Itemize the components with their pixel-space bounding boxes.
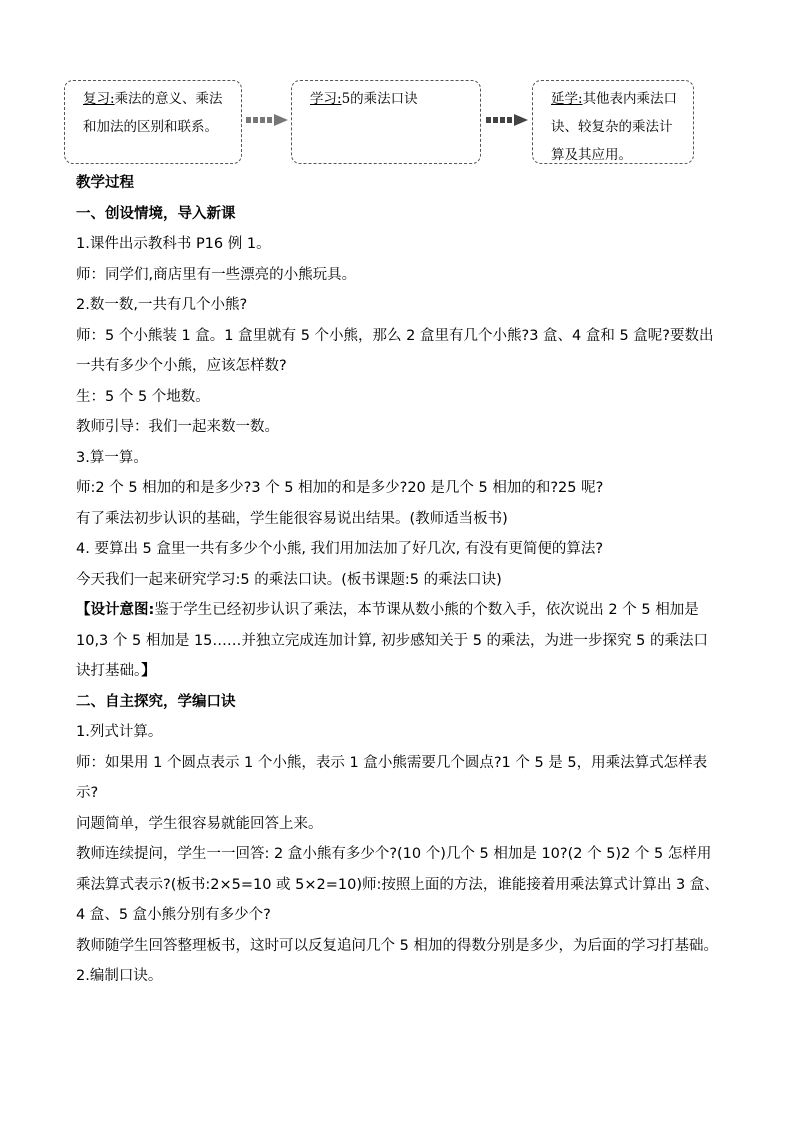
learn-box — [291, 80, 481, 164]
extend-label: 延学: — [551, 91, 583, 107]
extend-box — [532, 80, 694, 164]
paragraph: 今天我们一起来研究学习:5 的乘法口诀。(板书课题:5 的乘法口诀) — [76, 571, 502, 588]
paragraph: 4. 要算出 5 盒里一共有多少个小熊, 我们用加法加了好几次, 有没有更简便的算法? — [76, 541, 604, 557]
design-intent-text: 鉴于学生已经初步认识了乘法，本节课从数小熊的个数入手，依次说出 2 个 5 相加是 10,3 个 5 相加是 15……并独立完成连加计算, 初步感知关于 5 的乘法，为进一步探究 5 的乘法口诀打基础。 — [76, 602, 709, 679]
learn-label: 学习: — [310, 91, 342, 107]
paragraph: 3.算一算。 — [76, 449, 148, 466]
paragraph: 2.编制口诀。 — [76, 968, 163, 984]
paragraph: 师：5 个小熊装 1 盒。1 盒里就有 5 个小熊，那么 2 盒里有几个小熊?3 盒、4 盒和 5 盒呢?要数出一共有多少个小熊，应该怎样数? — [76, 327, 714, 374]
design-intent-paragraph — [76, 595, 722, 687]
paragraph: 2.数一数,一共有几个小熊? — [76, 297, 248, 313]
knowledge-flow-diagram — [0, 0, 794, 170]
review-label: 复习: — [83, 91, 115, 107]
extend-text: 其他表内乘法口诀、较复杂的乘法计算及其应用。 — [551, 91, 678, 163]
paragraph: 问题简单，学生很容易就能回答上来。 — [76, 815, 323, 832]
paragraph: 1.列式计算。 — [76, 724, 163, 740]
section-heading: 教学过程 — [76, 175, 134, 191]
review-box — [64, 80, 242, 164]
learn-text: 5的乘法口诀 — [341, 91, 418, 107]
arrow-right-icon — [486, 114, 528, 126]
arrow-right-icon — [246, 114, 288, 126]
paragraph: 教师引导：我们一起来数一数。 — [76, 419, 279, 435]
section2-title: 二、自主探究，学编口诀 — [76, 693, 236, 710]
paragraph: 教师随学生回答整理板书，这时可以反复追问几个 5 相加的得数分别是多少，为后面的学习打基础。 — [76, 937, 718, 954]
paragraph: 师:2 个 5 相加的和是多少?3 个 5 相加的和是多少?20 是几个 5 相加的和?25 呢? — [76, 480, 604, 496]
paragraph: 师：同学们,商店里有一些漂亮的小熊玩具。 — [76, 266, 357, 283]
paragraph: 1.课件出示教科书 P16 例 1。 — [76, 236, 271, 252]
section1-title: 一、创设情境，导入新课 — [76, 205, 236, 222]
paragraph: 师：如果用 1 个圆点表示 1 个小熊，表示 1 盒小熊需要几个圆点?1 个 5 是 5，用乘法算式怎样表示? — [76, 754, 708, 801]
review-text: 乘法的意义、乘法和加法的区别和联系。 — [83, 91, 223, 135]
design-intent-end: 】 — [141, 663, 156, 679]
paragraph: 教师连续提问，学生一一回答: 2 盒小熊有多少个?(10 个)几个 5 相加是 10?(2 个 5)2 个 5 怎样用乘法算式表示?(板书:2×5=10 或 5×2=10)师:按照上面的方法，谁能接着用乘法算式计算出 3 盒、4 盒、5 盒小熊分别有多少个? — [76, 846, 719, 923]
design-intent-label: 【设计意图: — [76, 602, 155, 618]
lesson-content — [76, 168, 722, 992]
paragraph: 生：5 个 5 个地数。 — [76, 388, 210, 405]
paragraph: 有了乘法初步认识的基础，学生能很容易说出结果。(教师适当板书) — [76, 510, 508, 527]
